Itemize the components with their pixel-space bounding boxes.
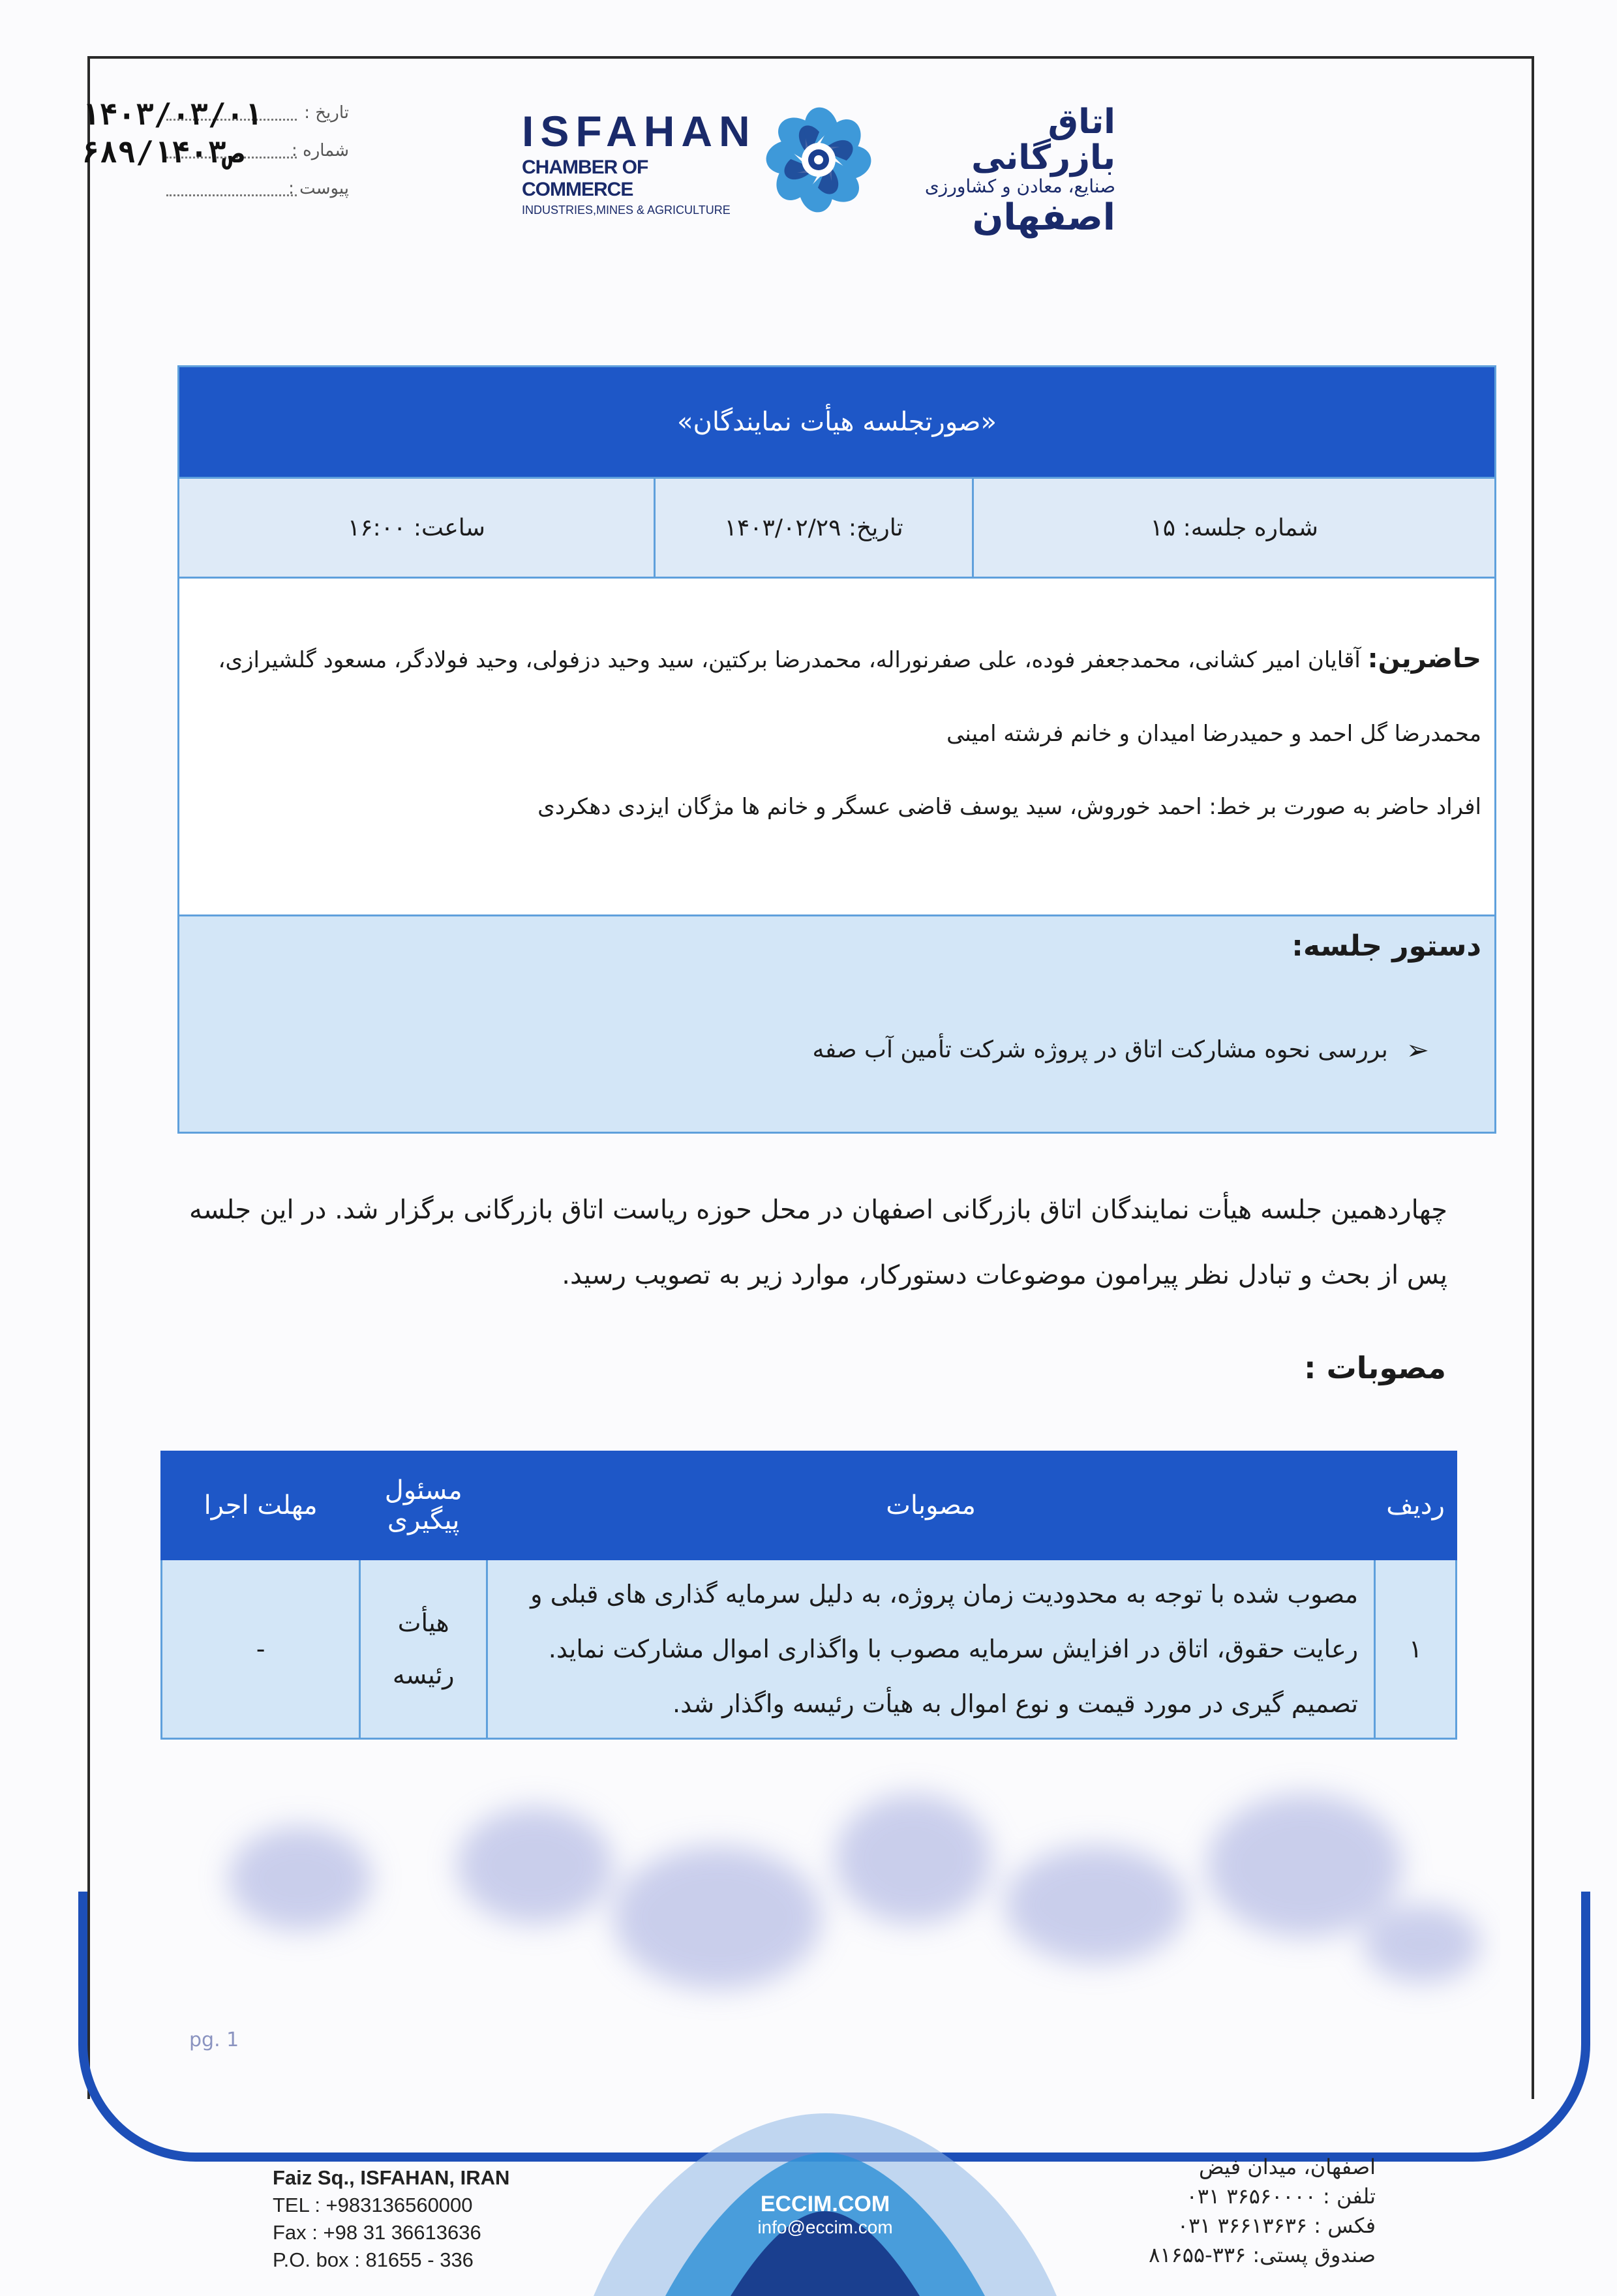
meta-number-row: [75, 134, 349, 172]
col-index: ردیف: [1375, 1452, 1457, 1560]
meta-attachment-label: پیوست :: [288, 179, 349, 198]
online-attendees: افراد حاضر به صورت بر خط: احمد خوروش، سید یوسف قاضی عسگر و خانم ها مژگان ایزدی دهکردی: [537, 794, 1481, 820]
footer-website: [724, 2192, 926, 2238]
agenda-title: دستور جلسه:: [1292, 929, 1481, 963]
footer-emblem-decoration: [567, 2055, 1083, 2296]
logo-english: [522, 107, 757, 217]
approval-line2: رعایت حقوق، اتاق در افزایش سرمایه مصوب با واگذاری اموال مشارکت نماید.: [548, 1635, 1359, 1663]
arrow-bullet-icon: ➢: [1406, 1034, 1429, 1066]
footer-fa-address: اصفهان، میدان فیض: [1198, 2154, 1376, 2179]
attendees-names: آقایان امیر کشانی، محمدجعفر فوده، علی صفرنوراله، محمدرضا برکتین، سید وحید دزفولی، وحید فولادگر، مسعود گلشیرازی،: [218, 647, 1361, 673]
meta-number-label: شماره :: [292, 141, 349, 160]
footer-en-fax: Fax : +98 31 36613636: [273, 2221, 481, 2244]
footer-address-fa: [1149, 2152, 1376, 2270]
col-deadline: مهلت اجرا: [162, 1452, 360, 1560]
logo-fa-line2: صنایع، معادن و کشاورزی: [924, 175, 1115, 198]
session-date: تاریخ: ۱۴۰۳/۰۲/۲۹: [654, 479, 973, 577]
col-responsible: مسئول پیگیری: [360, 1452, 487, 1560]
approvals-header-row: [162, 1452, 1457, 1560]
attendees-line2: محمدرضا گل احمد و حمیدرضا امیدان و خانم فرشته امینی: [946, 721, 1481, 747]
approvals-heading: مصوبات :: [1304, 1350, 1446, 1385]
row-deadline: -: [162, 1560, 360, 1739]
summary-line1: چهاردهمین جلسه هیأت نمایندگان اتاق بازرگانی اصفهان در محل حوزه ریاست اتاق بازرگانی برگزار شد. در این جلسه: [189, 1195, 1447, 1225]
col-approvals: مصوبات: [487, 1452, 1375, 1560]
row-approval-text: [487, 1560, 1375, 1739]
session-time: ساعت: ۱۶:۰۰: [347, 514, 485, 541]
responsible-line1: هیأت: [397, 1609, 449, 1637]
meta-date-label: تاریخ :: [304, 103, 349, 123]
session-info-row: [179, 477, 1494, 577]
meta-date-row: [75, 97, 349, 134]
session-summary: [143, 1177, 1447, 1308]
meta-attachment-row: [75, 172, 349, 210]
logo-fa-line3: اصفهان: [972, 196, 1115, 239]
footer-en-tel: TEL : +983136560000: [273, 2194, 473, 2216]
logo-en-small: INDUSTRIES,MINES & AGRICULTURE: [522, 204, 731, 217]
letter-meta: [75, 97, 349, 210]
row-responsible: [360, 1560, 487, 1739]
footer-fa-tel: تلفن : ۳۶۵۶۰۰۰۰ ۰۳۱: [1186, 2184, 1376, 2209]
meta-dots: [166, 194, 297, 196]
approval-line1: مصوب شده با توجه به محدودیت زمان پروژه، به دلیل سرمایه گذاری های قبلی و: [530, 1580, 1359, 1609]
row-index: ۱: [1375, 1560, 1457, 1739]
minutes-title: «صورتجلسه هیأت نمایندگان»: [179, 367, 1494, 477]
attendees-section: [179, 577, 1494, 914]
footer-address-en: [273, 2164, 509, 2274]
logo-fa-line1: اتاق بازرگانی: [971, 102, 1115, 177]
approval-line3: تصمیم گیری در مورد قیمت و نوع اموال به هیأت رئیسه واگذار شد.: [672, 1689, 1359, 1718]
approvals-table: [160, 1451, 1457, 1740]
attendees-label: حاضرین:: [1367, 644, 1481, 674]
footer-en-address: Faiz Sq., ISFAHAN, IRAN: [273, 2166, 510, 2189]
footer-website-url[interactable]: ECCIM.COM: [760, 2192, 890, 2216]
footer-fa-pobox: صندوق پستی: ۳۳۶-۸۱۶۵۵: [1149, 2243, 1376, 2267]
summary-line2: پس از بحث و تبادل نظر پیرامون موضوعات دستورکار، موارد زیر به تصویب رسید.: [562, 1260, 1447, 1290]
agenda-item-text: بررسی نحوه مشارکت اتاق در پروژه شرکت تأمین آب صفه: [812, 1036, 1388, 1063]
chamber-emblem-icon: [750, 91, 887, 228]
responsible-line2: رئیسه: [392, 1661, 455, 1689]
attendees-line1: [219, 644, 1481, 674]
session-number: شماره جلسه: ۱۵: [972, 479, 1494, 577]
minutes-table: [177, 365, 1496, 1134]
agenda-item: [813, 1034, 1429, 1066]
footer-email[interactable]: info@eccim.com: [757, 2217, 893, 2237]
footer-en-pobox: P.O. box : 81655 - 336: [273, 2248, 474, 2271]
agenda-section: [179, 914, 1494, 1132]
table-row: [162, 1560, 1457, 1739]
meta-number-value: ۶۸۹/ص۱۴۰۳: [82, 134, 245, 170]
meta-date-value: ۱۴۰۳/۰۳/۰۱: [82, 97, 262, 132]
logo-en-mid: CHAMBER OF COMMERCE: [522, 157, 648, 200]
logo-persian: [894, 104, 1115, 237]
logo-en-big: ISFAHAN: [522, 107, 757, 155]
footer-fa-fax: فکس : ۳۶۶۱۳۶۳۶ ۰۳۱: [1177, 2213, 1376, 2238]
page-number: pg. 1: [189, 2029, 239, 2051]
